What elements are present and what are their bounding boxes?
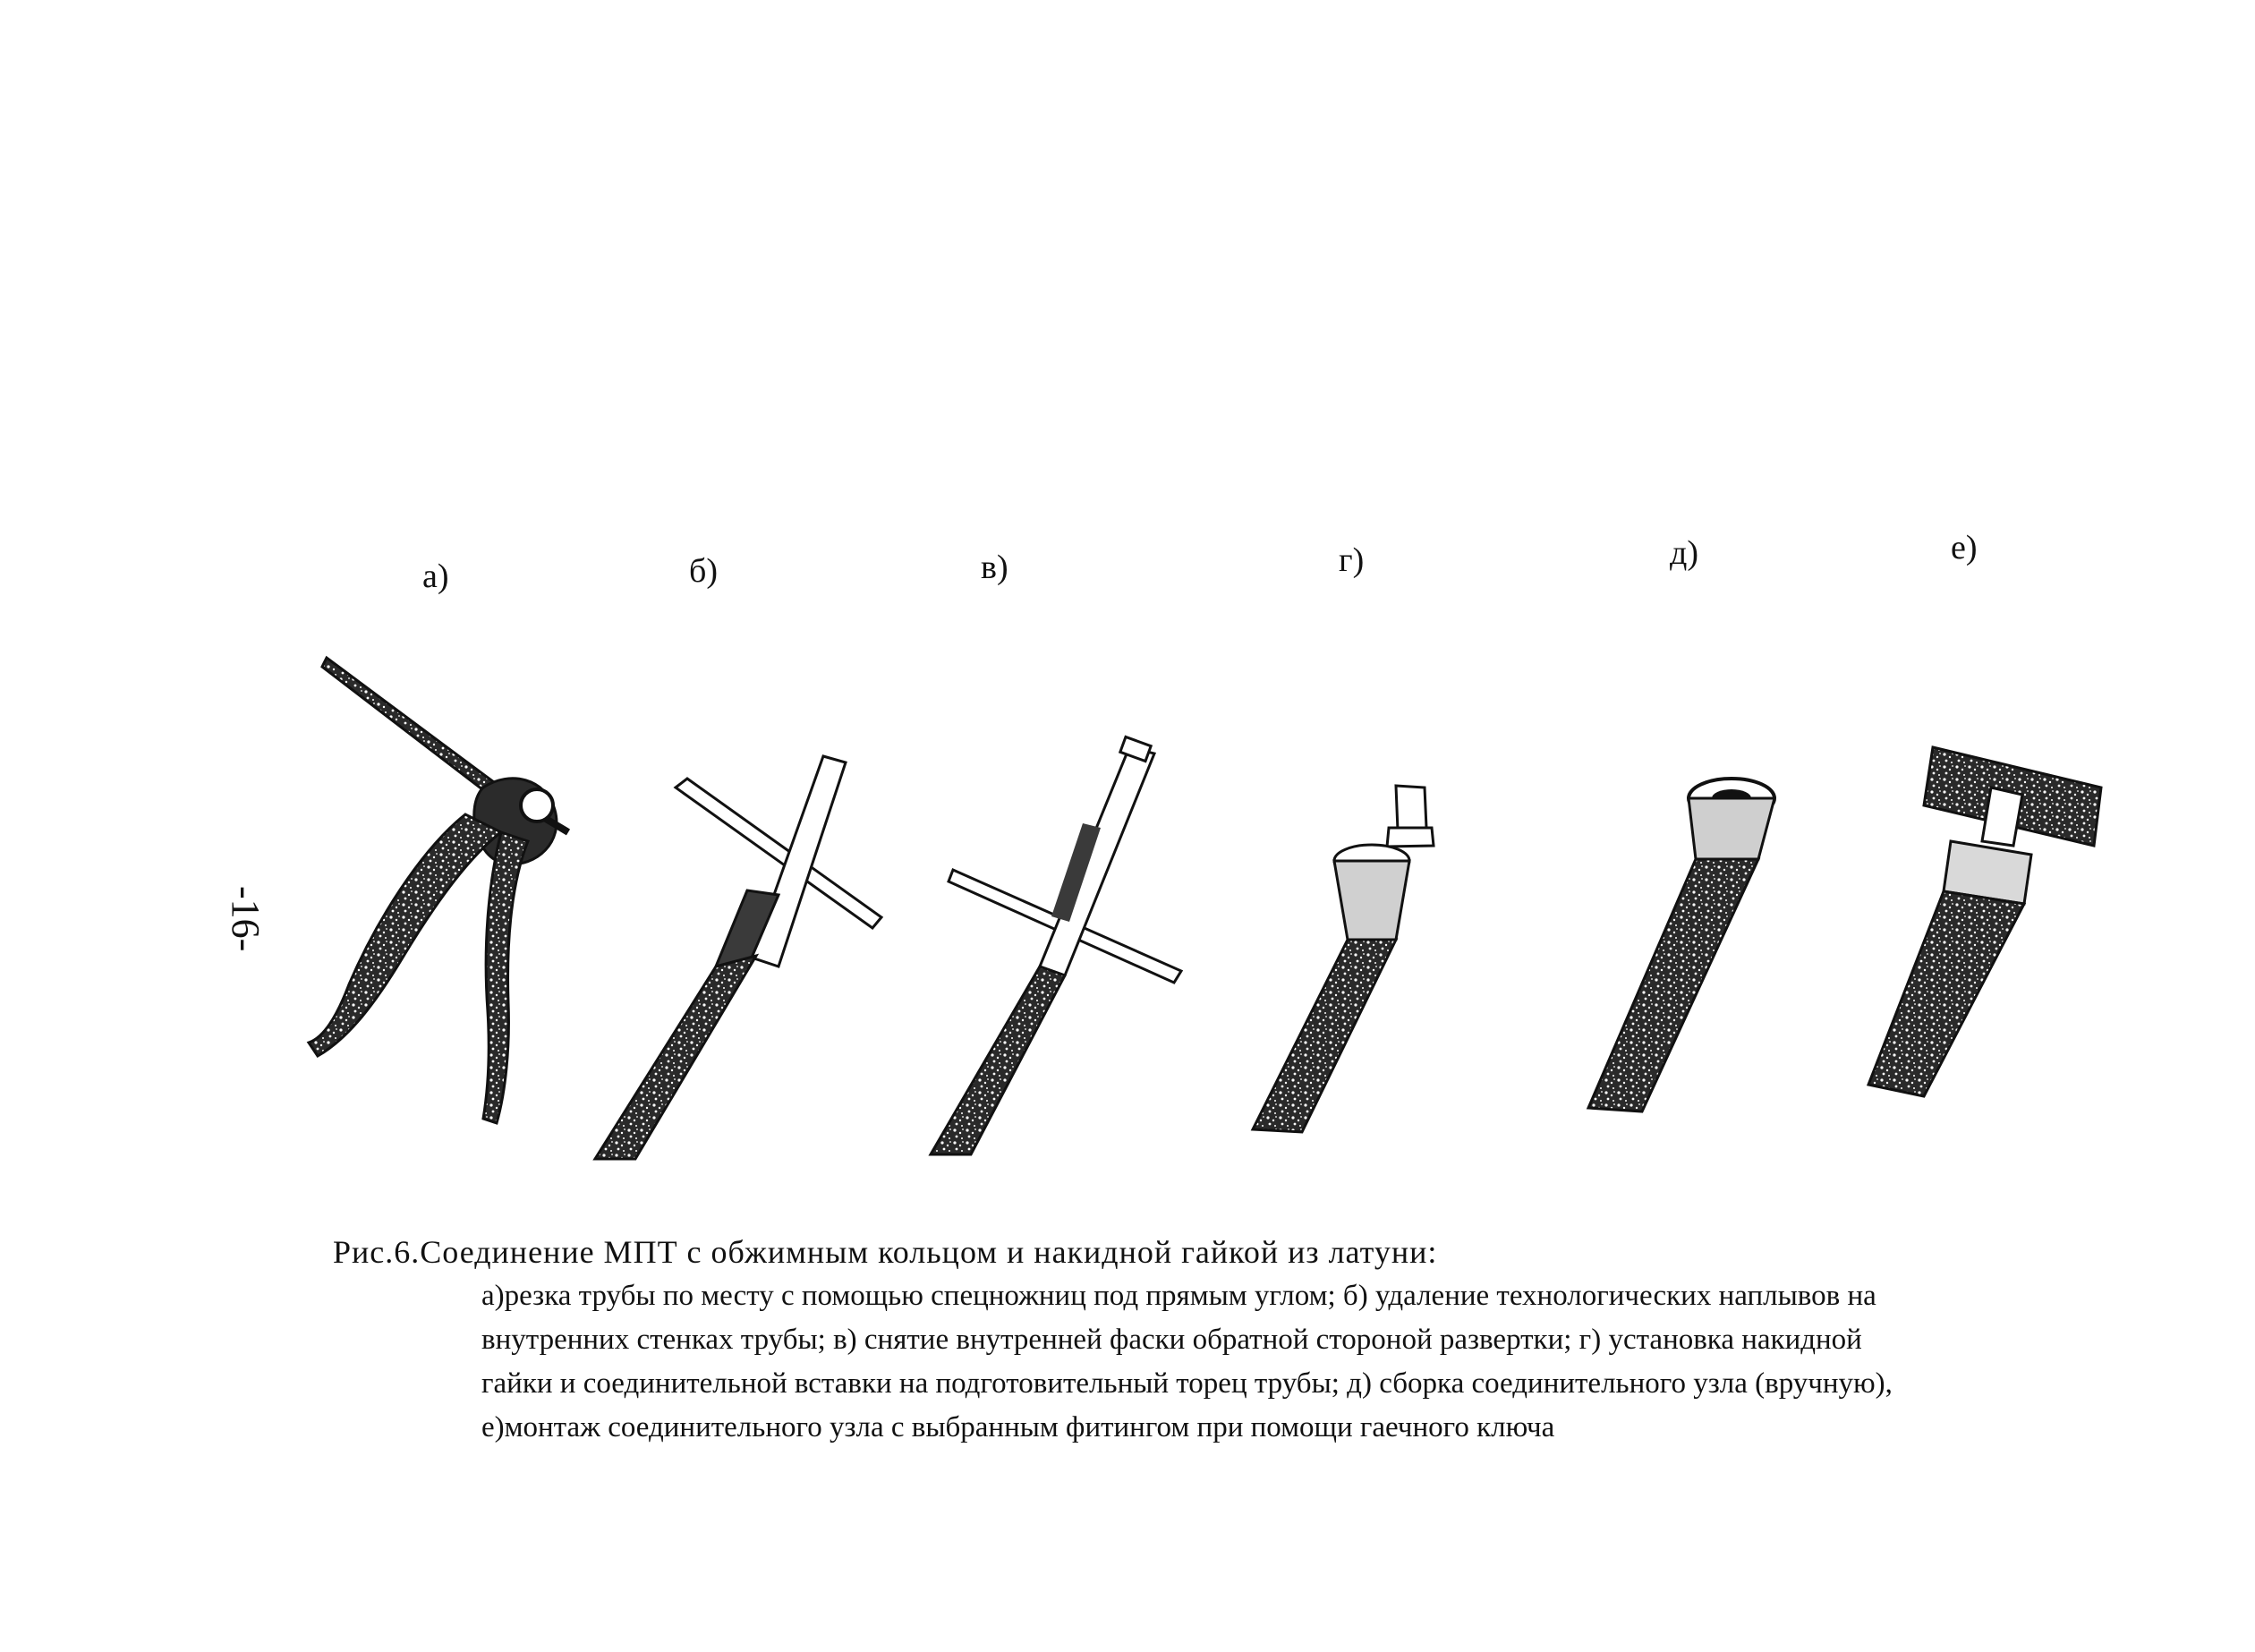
hand-assembly-drawing xyxy=(1588,779,1774,1111)
panel-label-a: а) xyxy=(422,558,449,595)
panel-label-b: б) xyxy=(689,552,718,590)
panel-label-e: е) xyxy=(1951,529,1978,566)
page-number: -16- xyxy=(224,886,268,952)
pipe-cutter-drawing xyxy=(309,658,568,1123)
reamer-deburring-drawing xyxy=(595,756,881,1159)
caption-title: Рис.6.Соединение МПТ с обжимным кольцом и накидной гайкой из латуни: xyxy=(333,1234,1438,1270)
reamer-chamfer-drawing xyxy=(931,737,1181,1154)
fitting-mounting-drawing xyxy=(1868,747,2101,1096)
caption-line: а)резка трубы по месту с помощью спецножниц под прямым углом; б) удаление технологических наплывов на xyxy=(481,1280,1876,1312)
panel-label-v: в) xyxy=(981,549,1008,586)
caption-line: е)монтаж соединительного узла с выбранным фитингом при помощи гаечного ключа xyxy=(481,1411,1555,1443)
caption-line: внутренних стенках трубы; в) снятие внутренней фаски обратной стороной развертки; г) установка накидной xyxy=(481,1324,1862,1356)
panel-label-d: д) xyxy=(1670,534,1698,572)
caption-body xyxy=(481,1274,2101,1450)
caption-line: гайки и соединительной вставки на подготовительный торец трубы; д) сборка соединительного узла (вручную), xyxy=(481,1367,1893,1400)
panel-label-g: г) xyxy=(1339,541,1365,579)
figure-caption xyxy=(333,1231,2105,1450)
nut-insert-drawing xyxy=(1253,786,1434,1132)
